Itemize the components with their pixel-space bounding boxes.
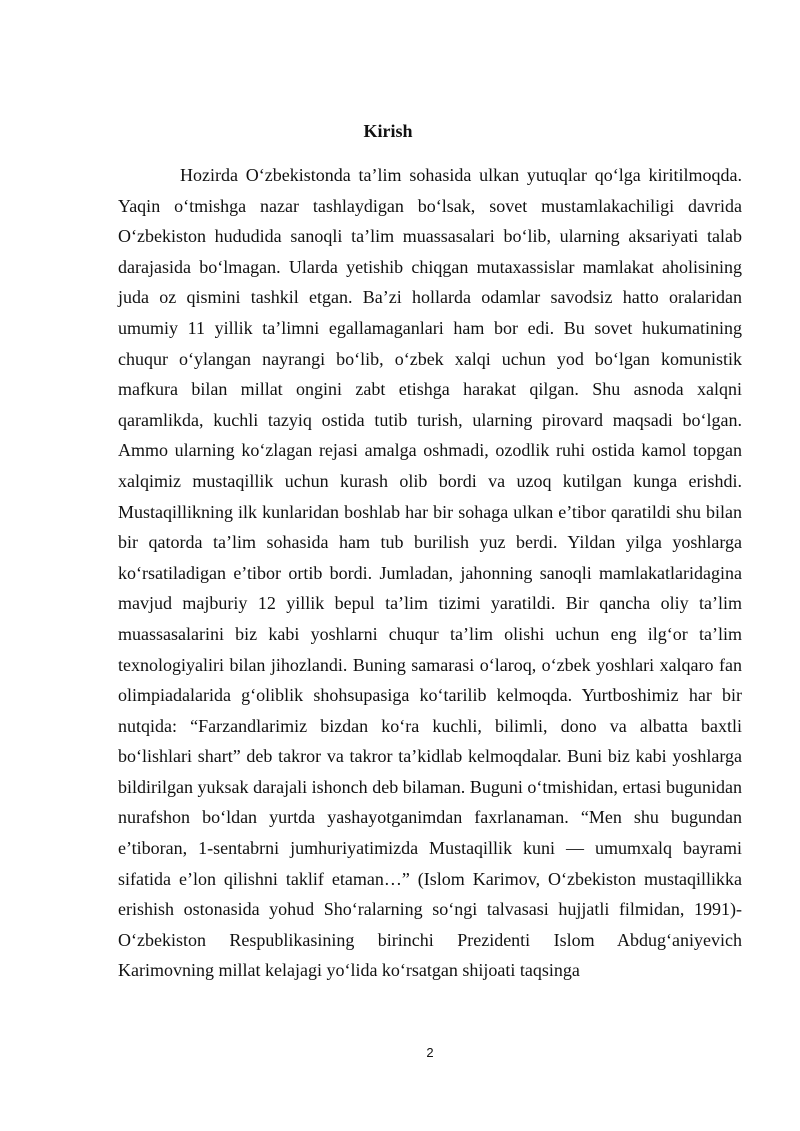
body-paragraph: Hozirda O‘zbekistonda ta’lim sohasida ulkan yutuqlar qo‘lga kiritilmoqda. Yaqin o‘tmishga nazar tashlaydigan bo‘lsak, sovet mustamlakachiligi davrida O‘zbekiston hududida sanoqli ta’lim muassasalari bo‘lib, ularning aksariyati talab darajasida bo‘lmagan. Ularda yetishib chiqgan mutaxassislar mamlakat aholisining juda oz qismini tashkil etgan. Ba’zi hollarda odamlar savodsiz hatto oralaridan umumiy 11 yillik ta’limni egallamaganlari ham bor edi. Bu sovet hukumatining chuqur o‘ylangan nayrangi bo‘lib, o‘zbek xalqi uchun yod bo‘lgan komunistik mafkura bilan millat ongini zabt etishga harakat qilgan. Shu asnoda xalqni qaramlikda, kuchli tazyiq ostida tutib turish, ularning pirovard maqsadi bo‘lgan. Ammo ularning ko‘zlagan rejasi amalga oshmadi, ozodlik ruhi ostida kamol topgan xalqimiz mustaqillik uchun kurash olib bordi va uzoq kutilgan kunga erishdi. Mustaqillikning ilk kunlaridan boshlab har bir sohaga ulkan e’tibor qaratildi shu bilan bir qatorda ta’lim sohasida ham tub burilish yuz berdi. Yildan yilga yoshlarga ko‘rsatiladigan e’tibor ortib bordi. Jumladan, jahonning sanoqli mamlakatlaridagina mavjud majburiy 12 yillik bepul ta’lim tizimi yaratildi. Bir qancha oliy ta’lim muassasalarini biz kabi yoshlarni chuqur ta’lim olishi uchun eng ilg‘or ta’lim texnologiyaliri bilan jihozlandi. Buning samarasi o‘laroq, o‘zbek yoshlari xalqaro fan olimpiadalarida g‘oliblik shohsupasiga ko‘tarilib kelmoqda. Yurtboshimiz har bir nutqida: “Farzandlarimiz bizdan ko‘ra kuchli, bilimli, dono va albatta baxtli bo‘lishlari shart” deb takror va takror ta’kidlab kelmoqdalar. Buni biz kabi yoshlarga bildirilgan yuksak darajali ishonch deb bilaman. Buguni o‘tmishidan, ertasi bugunidan nurafshon bo‘ldan yurtda yashayotganimdan faxrlanaman. “Men shu bugundan e’tiboran, 1-sentabrni jumhuriyatimizda Mustaqillik kuni — umumxalq bayrami sifatida e’lon qilishni taklif etaman…” (Islom Karimov, O‘zbekiston mustaqillikka erishish ostonasida yohud Sho‘ralarning so‘ngi talvasasi hujjatli filmidan, 1991)-O‘zbekiston Respublikasining birinchi Prezidenti Islom Abdug‘aniyevich Karimovning millat kelajagi yo‘lida ko‘rsatgan shijoati taqsinga (118, 165, 742, 981)
section-title: Kirish (363, 121, 413, 141)
page-number: 2 (426, 1045, 434, 1060)
